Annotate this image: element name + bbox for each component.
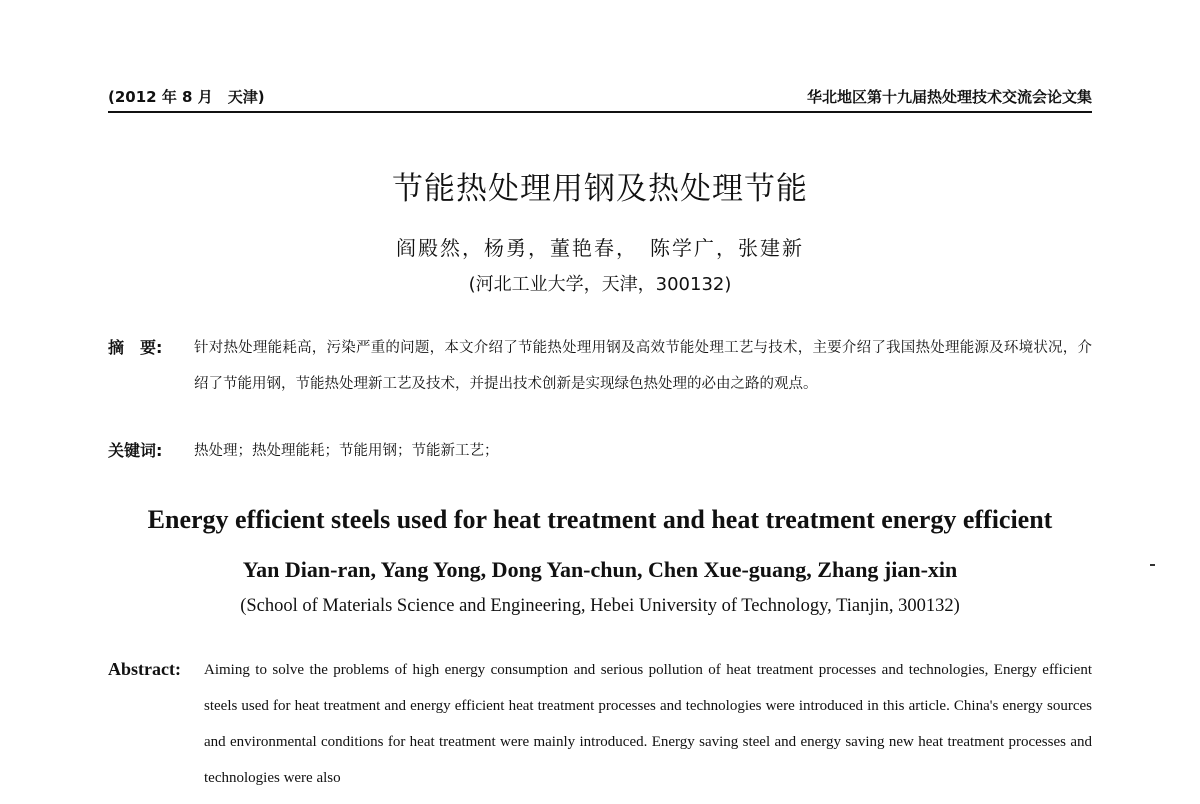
affiliation-chinese: (河北工业大学，天津，300132) xyxy=(468,274,732,295)
keywords-chinese xyxy=(108,437,1092,465)
affiliation-english: (School of Materials Science and Engineering, Hebei University of Technology, Tianjin, 300132) xyxy=(240,596,960,616)
abstract-label-chinese: 摘 要: xyxy=(108,338,163,357)
paper-title-chinese: 节能热处理用钢及热处理节能 xyxy=(392,171,808,207)
authors-english: Yan Dian-ran, Yang Yong, Dong Yan-chun, Chen Xue-guang, Zhang jian-xin xyxy=(242,557,958,582)
paper-title-english: Energy efficient steels used for heat treatment and heat treatment energy efficient xyxy=(147,505,1053,534)
abstract-chinese xyxy=(108,330,1092,402)
authors-chinese: 阎殿然，杨勇，董艳春， 陈学广，张建新 xyxy=(396,236,804,260)
abstract-text-chinese: 针对热处理能耗高，污染严重的问题，本文介绍了节能热处理用钢及高效节能处理工艺与技术，主要介绍了我国热处理能源及环境状况，介绍了节能用钢，节能热处理新工艺及技术，并提出技术创新是实现绿色热处理的必由之路的观点。 xyxy=(194,340,1092,392)
keywords-label-chinese: 关键词: xyxy=(108,441,163,460)
abstract-text-english: Aiming to solve the problems of high energy consumption and serious pollution of heat treatment processes and technologies, Energy efficient steels used for heat treatment and energy efficient heat treatment processes and technologies were introduced in this article. China's energy sources and environmental conditions for heat treatment were mainly introduced. Energy saving steel and energy saving new heat treatment processes and technologies were also xyxy=(204,662,1092,786)
abstract-english xyxy=(108,652,1092,796)
running-header xyxy=(108,86,1092,113)
scan-artifact-mark xyxy=(1150,564,1155,566)
abstract-label-english: Abstract: xyxy=(108,659,181,679)
keywords-text-chinese: 热处理；热处理能耗；节能用钢；节能新工艺； xyxy=(194,443,499,459)
header-date-location: (2012 年 8 月 天津) xyxy=(108,88,265,106)
header-proceedings-title: 华北地区第十九届热处理技术交流会论文集 xyxy=(806,88,1092,106)
